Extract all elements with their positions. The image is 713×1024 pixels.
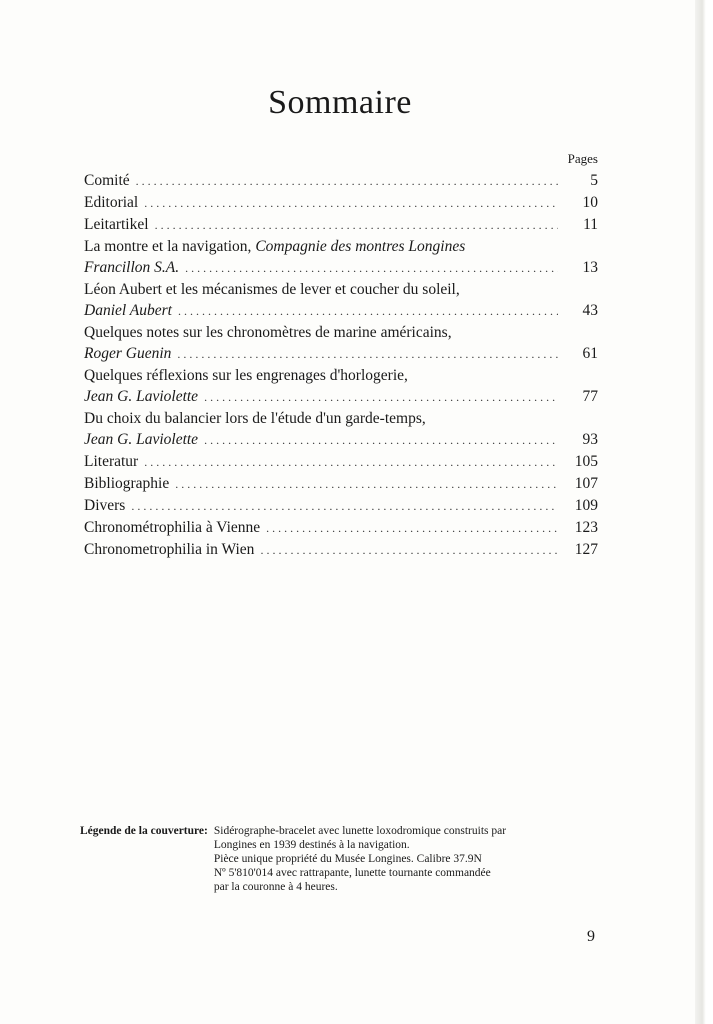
toc-page-number: 109 (574, 497, 598, 514)
toc-entry-line (84, 257, 598, 279)
cover-legend-body (214, 824, 600, 894)
toc-entry-title: Quelques notes sur les chronomètres de marine américains, (84, 324, 452, 341)
dot-leader (266, 517, 558, 539)
toc-entry-title-line (84, 279, 598, 300)
toc-entry-title: Editorial (84, 194, 139, 211)
toc-entry-title-line (84, 365, 598, 386)
toc-page-number: 105 (574, 453, 598, 470)
toc-page-number: 123 (574, 519, 598, 536)
toc-entry-title: La montre et la navigation, (84, 238, 256, 255)
toc-page-number: 93 (582, 431, 598, 448)
toc-entry-line (84, 192, 598, 214)
pages-column-header: Pages (567, 151, 598, 166)
toc-page-number: 5 (590, 172, 598, 189)
table-of-contents (84, 170, 598, 561)
toc-entry (84, 517, 598, 539)
toc-entry-line (84, 429, 598, 451)
toc-entry (84, 451, 598, 473)
toc-page-number: 43 (582, 302, 598, 319)
toc-page-number: 11 (583, 216, 598, 233)
toc-page-number: 127 (574, 541, 598, 558)
toc-entry (84, 539, 598, 561)
toc-entry-title: Divers (84, 497, 126, 514)
cover-legend-label: Légende de la couverture: (80, 825, 208, 837)
toc-entry (84, 170, 598, 192)
toc-entry-author: Roger Guenin (84, 345, 172, 362)
toc-entry-line (84, 451, 598, 473)
toc-entry (84, 473, 598, 495)
toc-entry-line (84, 517, 598, 539)
toc-entry-title-line (84, 322, 598, 343)
dot-leader (175, 473, 558, 495)
page-title: Sommaire (268, 84, 412, 121)
toc-entry-title-line (84, 236, 598, 257)
toc-entry (84, 408, 598, 451)
toc-entry-line (84, 386, 598, 408)
dot-leader (204, 386, 558, 408)
toc-entry-author: Daniel Aubert (84, 302, 172, 319)
toc-entry (84, 279, 598, 322)
toc-page-number: 10 (582, 194, 598, 211)
toc-entry (84, 365, 598, 408)
toc-entry-title: Bibliographie (84, 475, 170, 492)
toc-entry-title: Du choix du balancier lors de l'étude d'un garde-temps, (84, 410, 426, 427)
toc-entry-title-line (84, 408, 598, 429)
dot-leader (144, 451, 558, 473)
toc-page-number: 61 (582, 345, 598, 362)
toc-entry-line (84, 170, 598, 192)
toc-entry (84, 236, 598, 279)
dot-leader (131, 495, 558, 517)
toc-entry-line (84, 539, 598, 561)
toc-entry-title: Leitartikel (84, 216, 149, 233)
cover-legend (80, 824, 600, 894)
toc-entry-title: Comité (84, 172, 130, 189)
toc-page-number: 107 (574, 475, 598, 492)
toc-entry-title: Chronométrophilia à Vienne (84, 519, 261, 536)
dot-leader (178, 300, 558, 322)
page-edge (695, 0, 713, 1024)
toc-entry-title: Quelques réflexions sur les engrenages d'horlogerie, (84, 367, 408, 384)
toc-entry-line (84, 300, 598, 322)
toc-entry-author: Jean G. Laviolette (84, 431, 199, 448)
toc-entry-line (84, 473, 598, 495)
cover-legend-line: Sidérographe-bracelet avec lunette loxodromique construits par (213, 825, 507, 837)
toc-entry-line (84, 214, 598, 236)
dot-leader (260, 539, 558, 561)
page-number: 9 (587, 928, 595, 945)
cover-legend-line: Longines en 1939 destinés à la navigation. (213, 839, 410, 851)
toc-entry (84, 322, 598, 365)
toc-page-number: 77 (582, 388, 598, 405)
toc-entry-title: Léon Aubert et les mécanismes de lever et coucher du soleil, (84, 281, 460, 298)
dot-leader (155, 214, 558, 236)
toc-entry-line (84, 343, 598, 365)
dot-leader (204, 429, 558, 451)
cover-legend-line: par la couronne à 4 heures. (213, 881, 338, 893)
dot-leader (136, 170, 558, 192)
toc-entry-author: Francillon S.A. (84, 259, 180, 276)
toc-entry (84, 192, 598, 214)
toc-entry-title: Chronometrophilia in Wien (84, 541, 255, 558)
cover-legend-line: Pièce unique propriété du Musée Longines. Calibre 37.9N (213, 853, 482, 865)
toc-entry (84, 495, 598, 517)
toc-entry-title: Literatur (84, 453, 139, 470)
toc-entry (84, 214, 598, 236)
dot-leader (185, 257, 558, 279)
toc-page-number: 13 (582, 259, 598, 276)
dot-leader (177, 343, 558, 365)
cover-legend-line: Nº 5'810'014 avec rattrapante, lunette tournante commandée (213, 867, 491, 879)
toc-entry-author: Compagnie des montres Longines (255, 238, 466, 255)
dot-leader (144, 192, 558, 214)
toc-entry-line (84, 495, 598, 517)
toc-entry-author: Jean G. Laviolette (84, 388, 199, 405)
